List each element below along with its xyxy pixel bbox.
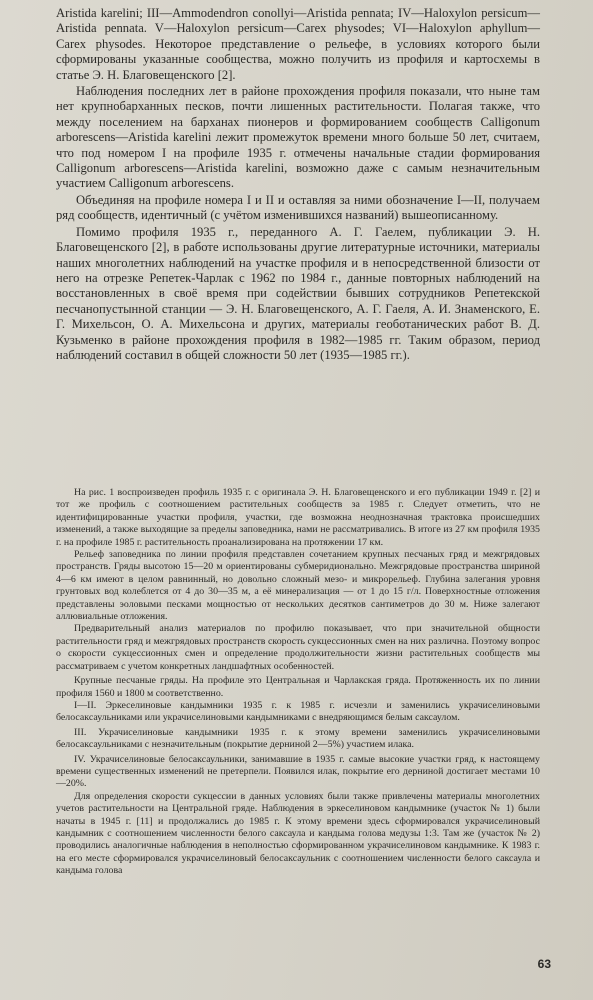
- paragraph: Aristida karelini; III—Ammodendron conollyi—Aristida pennata; IV—Haloxylon persicum—Aristida pennata. V—Haloxylon persicum—Carex physodes; VI—Haloxylon aphyllum—Carex physodes. Некоторое представление о рельефе, в условиях которого были сформированы указанные сообщества, можно получить из профиля и картосхемы в статье Э. Н. Благовещенского [2].: [56, 6, 540, 82]
- page-number: 63: [537, 957, 551, 971]
- small-paragraph: На рис. 1 воспроизведен профиль 1935 г. с оригинала Э. Н. Благовещенского и его публикации 1949 г. [2] и тот же профиль с соотношением растительных сообществ за 1985 г. Следует отметить, что не идентифицированные участки профиля, участки, где возможна неоднозначная трактовка происшедших изменений, а также выходящие за пределы заповедника, нами не рассматривались. В итоге из 27 км профиля 1935 г. на профиле 1985 г. растительность проанализирована на протяжении 17 км.: [56, 487, 540, 548]
- small-print-block: [56, 487, 540, 878]
- small-paragraph: Рельеф заповедника по линии профиля представлен сочетанием крупных песчаных гряд и межгрядовых пространств. Гряды высотою 15—20 м ориентированы субмеридионально. Межгрядовые пространства шириной 4—6 км имеют в целом равнинный, но довольно сложный мезо- и микрорельеф. Глубина залегания уровня грунтовых вод колеблется от 4 до 30—35 м, а её минерализация — от 1 до 15 г/л. Поверхностные отложения представлены эоловыми песками мощностью от нескольких десятков сантиметров до 30 м. Ниже залегают аллювиальные отложения.: [56, 549, 540, 623]
- small-paragraph: Предварительный анализ материалов по профилю показывает, что при значительной общности растительности гряд и межгрядовых пространств скорость сукцессионных смен на них различна. Поэтому вопрос о скорости сукцессионных смен и определение продолжительности жизни растительных сообществ мы рассматриваем с учетом конкретных ландшафтных особенностей.: [56, 623, 540, 672]
- paragraph: Объединяя на профиле номера I и II и оставляя за ними обозначение I—II, получаем ряд сообществ, идентичный (с учётом изменившихся названий) вышеописанному.: [56, 192, 540, 223]
- paragraph: Помимо профиля 1935 г., переданного А. Г. Гаелем, публикации Э. Н. Благовещенского [2], в работе использованы другие литературные источники, материалы наших многолетних наблюдений на участке профиля и в непосредственной близости от него на отрезке Репетек-Чарлак с 1962 по 1984 г., данные повторных наблюдений на восстановленных в своё время при содействии бывших сотрудников Репетекской песчанопустынной станции — Э. Н. Благовещенского, А. Г. Гаеля, А. И. Знаменского, Е. Г. Михельсон, О. А. Михельсона и других, материалы геоботанических работ В. Д. Кузьменко в районе прохождения профиля в 1982—1985 гг. Таким образом, период наблюдений составил в общей сложности 50 лет (1935—1985 гг.).: [56, 224, 540, 362]
- small-paragraph: Для определения скорости сукцессии в данных условиях были также привлечены материалы многолетних учетов растительности на Центральной гряде. Наблюдения в эркеселиновом кандымнике (участок № 1) были начаты в 1945 г. [11] и продолжались до 1985 г. К этому времени здесь сформировался украчиселиновый кандымник с соотношением численности белого саксаула и кандыма голова медузы 1:3. Там же (участок № 2) проводились аналогичные наблюдения в неполностью сформированном украчиселиновом кандымнике. К 1983 г. на его месте сформировался украчиселиновый белосаксаульник с соотношением численности белого саксаула и кандыма голова: [56, 790, 540, 877]
- small-paragraph: III. Украчиселиновые кандымники 1935 г. к этому времени заменились украчиселиновыми белосаксаульниками с незначительным (покрытие дерниной 2—5%) участием илака.: [56, 726, 540, 751]
- small-paragraph: I—II. Эркеселиновые кандымники 1935 г. к 1985 г. исчезли и заменились украчиселиновыми белосаксаульниками или украчиселиновыми кандымниками с внедряющимся белым саксаулом.: [56, 699, 540, 724]
- small-paragraph: Крупные песчаные гряды. На профиле это Центральная и Чарлакская гряда. Протяженность их по линии профиля 1560 и 1800 м соответственно.: [56, 675, 540, 699]
- small-paragraph: IV. Украчиселиновые белосаксаульники, занимавшие в 1935 г. самые высокие участки гряд, к настоящему времени существенных изменений не претерпели. Появился илак, покрытие его дерниной достигает местами 10—20%.: [56, 753, 540, 790]
- paragraph: Наблюдения последних лет в районе прохождения профиля показали, что ныне там нет крупнобарханных песков, почти лишенных растительности. Полагая также, что между поселением на барханах пионеров и формированием сообществ Calligonum arborescens—Aristida karelini лежит промежуток времени много больше 50 лет, считаем, что под номером I на профиле 1935 г. отмечены начальные стадии формирования Calligonum arborescens—Aristida karelini, возможно даже с самым незначительным участием Calligonum arborescens.: [56, 84, 540, 191]
- main-text-block: [56, 6, 540, 363]
